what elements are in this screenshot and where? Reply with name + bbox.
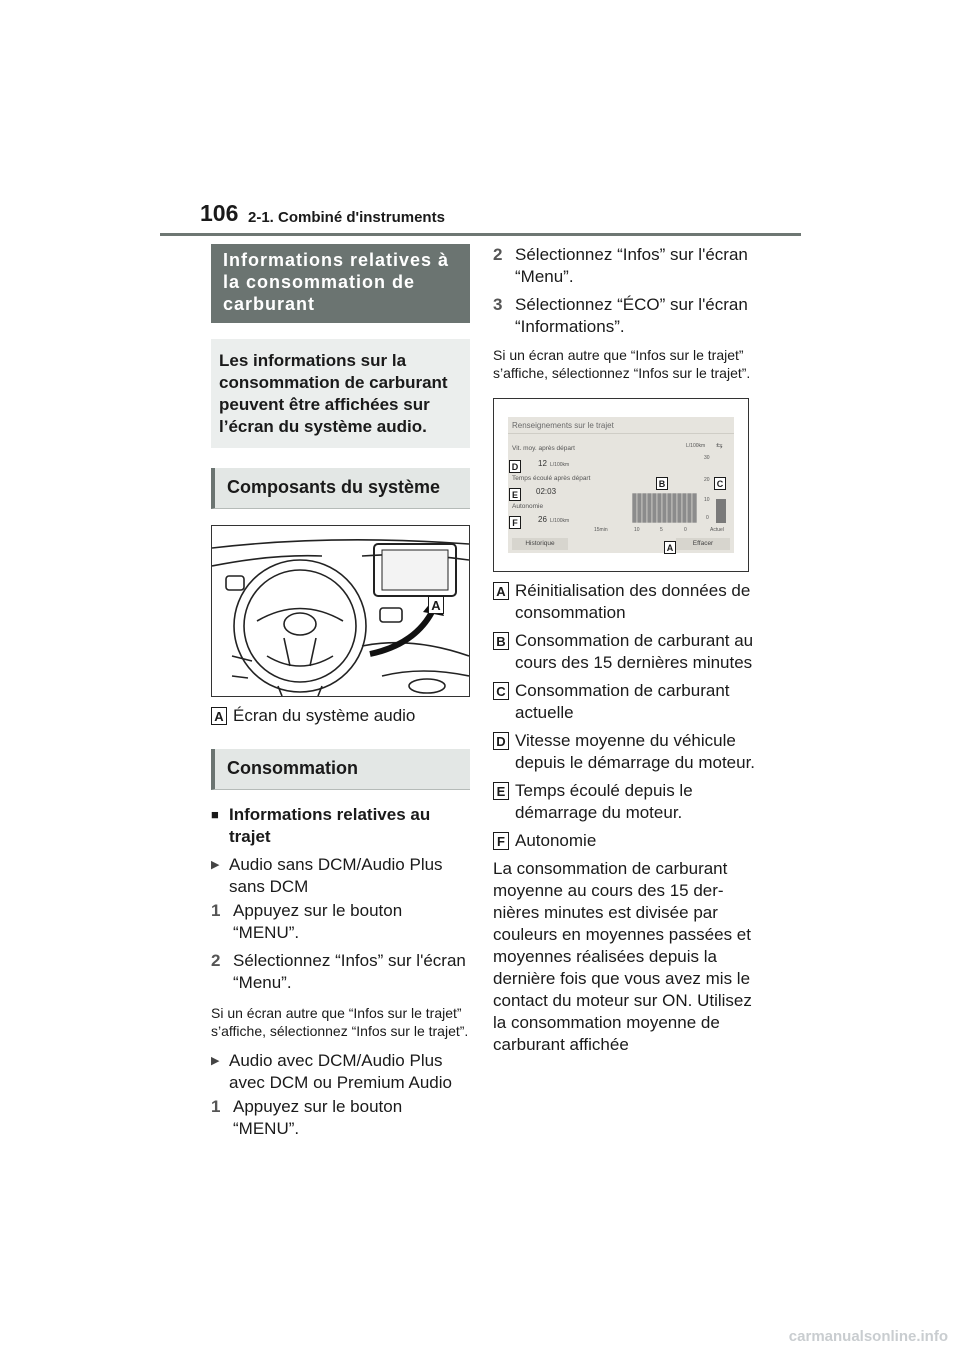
step-1b: 1 Appuyez sur le bouton “MENU”. xyxy=(211,1097,403,1138)
figure-tag-a: A xyxy=(428,596,444,615)
left-column xyxy=(211,244,470,1140)
range-value: 26 xyxy=(538,515,547,524)
header-rule xyxy=(160,233,801,236)
legend-item-a: A Réinitialisation des données de consommation xyxy=(493,580,758,624)
screen-tag-e: E xyxy=(509,485,521,503)
audio-without-dcm: ▶ Audio sans DCM/Audio Plus sans DCM xyxy=(211,855,443,896)
dashboard-illustration xyxy=(211,525,470,697)
square-bullet-icon: ■ xyxy=(211,807,219,822)
x-tick-5: 5 xyxy=(660,527,663,533)
y-tick-10: 10 xyxy=(704,497,710,503)
trip-screen-figure xyxy=(493,398,749,572)
step-2-right: 2 Sélectionnez “Infos” sur l'écran “Menu”. xyxy=(493,245,748,286)
y-tick-30: 30 xyxy=(704,455,710,461)
avg-unit: L/100km xyxy=(550,462,570,468)
legend-list xyxy=(493,580,758,852)
screen-tag-f: F xyxy=(509,513,521,531)
screen-separator xyxy=(508,433,734,434)
explanation-paragraph: La consommation de carburant moyenne au cours des 15 der-nières minutes est divisée par couleurs en moyennes passées et moyennes réalisées depuis la dernière fois que vous avez mis le contact du moteur sur ON. Utilisez la consommation moyenne de carburant affichée xyxy=(493,859,752,1054)
screen-title: Renseignements sur le trajet xyxy=(512,421,614,430)
triangle-bullet-icon: ▶ xyxy=(211,1055,220,1067)
watermark: carmanualsonline.info xyxy=(788,1328,948,1345)
audio-with-dcm: ▶ Audio avec DCM/Audio Plus avec DCM ou Premium Audio xyxy=(211,1051,452,1092)
legend-item-f: F Autonomie xyxy=(493,830,758,852)
avg-speed-label: Vit. moy. après départ xyxy=(512,445,575,452)
range-label: Autonomie xyxy=(512,503,544,510)
trip-screen xyxy=(508,417,734,553)
clear-button[interactable]: Effacer xyxy=(676,538,730,550)
note-left: Si un écran autre que “Infos sur le trajet” s’affiche, sélectionnez “Infos sur le trajet”. xyxy=(211,1005,469,1039)
legend-item-e: E Temps écoulé depuis le démarrage du moteur. xyxy=(493,780,758,824)
right-column xyxy=(493,244,758,1056)
range-unit: L/100km xyxy=(550,518,570,524)
step-2: 2 Sélectionnez “Infos” sur l'écran “Menu”. xyxy=(211,951,466,992)
page-number: 106 xyxy=(200,200,239,226)
history-button[interactable]: Historique xyxy=(512,538,568,550)
screen-tag-c: C xyxy=(714,474,726,492)
screen-tag-b: B xyxy=(656,474,668,492)
legend-item-d: D Vitesse moyenne du véhicule depuis le démarrage du moteur. xyxy=(493,730,758,774)
chapter-title: 2-1. Combiné d'instruments xyxy=(248,209,445,226)
step-3-right: 3 Sélectionnez “ÉCO” sur l'écran “Informations”. xyxy=(493,295,748,336)
back-icon[interactable]: ⇆ xyxy=(716,441,723,450)
elapsed-label: Temps écoulé après départ xyxy=(512,475,591,482)
x-tick-10: 10 xyxy=(634,527,640,533)
legend-item-b: B Consommation de carburant au cours des 15 dernières minutes xyxy=(493,630,758,674)
screen-tag-a: A xyxy=(664,538,676,556)
intro-box: Les informations sur la consommation de carburant peuvent être affichées sur l’écran du système audio. xyxy=(211,339,470,448)
y-tick-20: 20 xyxy=(704,477,710,483)
section-title-fuel-info: Informations relatives à la consommation de carburant xyxy=(211,244,470,323)
note-right: Si un écran autre que “Infos sur le trajet” s’affiche, sélectionnez “Infos sur le trajet”. xyxy=(493,347,751,381)
avg-value: 12 xyxy=(538,459,547,468)
section-title-consumption: Consommation xyxy=(211,749,470,790)
caption-row xyxy=(211,705,470,727)
current-consumption-bar xyxy=(714,497,728,523)
caption-text: Écran du système audio xyxy=(233,706,416,725)
x-tick-actuel: Actuel xyxy=(710,527,724,533)
legend-item-c: C Consommation de carburant actuelle xyxy=(493,680,758,724)
triangle-bullet-icon: ▶ xyxy=(211,859,220,871)
x-tick-15min: 15min xyxy=(594,527,608,533)
trip-info-heading: ■ Informations relatives au trajet xyxy=(211,805,431,846)
elapsed-value: 02:03 xyxy=(536,487,557,496)
screen-tag-d: D xyxy=(509,457,521,475)
y-tick-0: 0 xyxy=(706,515,709,521)
caption-tag: A xyxy=(211,707,227,725)
x-tick-0: 0 xyxy=(684,527,687,533)
section-title-components: Composants du système xyxy=(211,468,470,509)
step-1: 1 Appuyez sur le bouton “MENU”. xyxy=(211,901,403,942)
chart-unit: L/100km xyxy=(686,443,706,449)
fuel-history-bars xyxy=(630,487,700,523)
